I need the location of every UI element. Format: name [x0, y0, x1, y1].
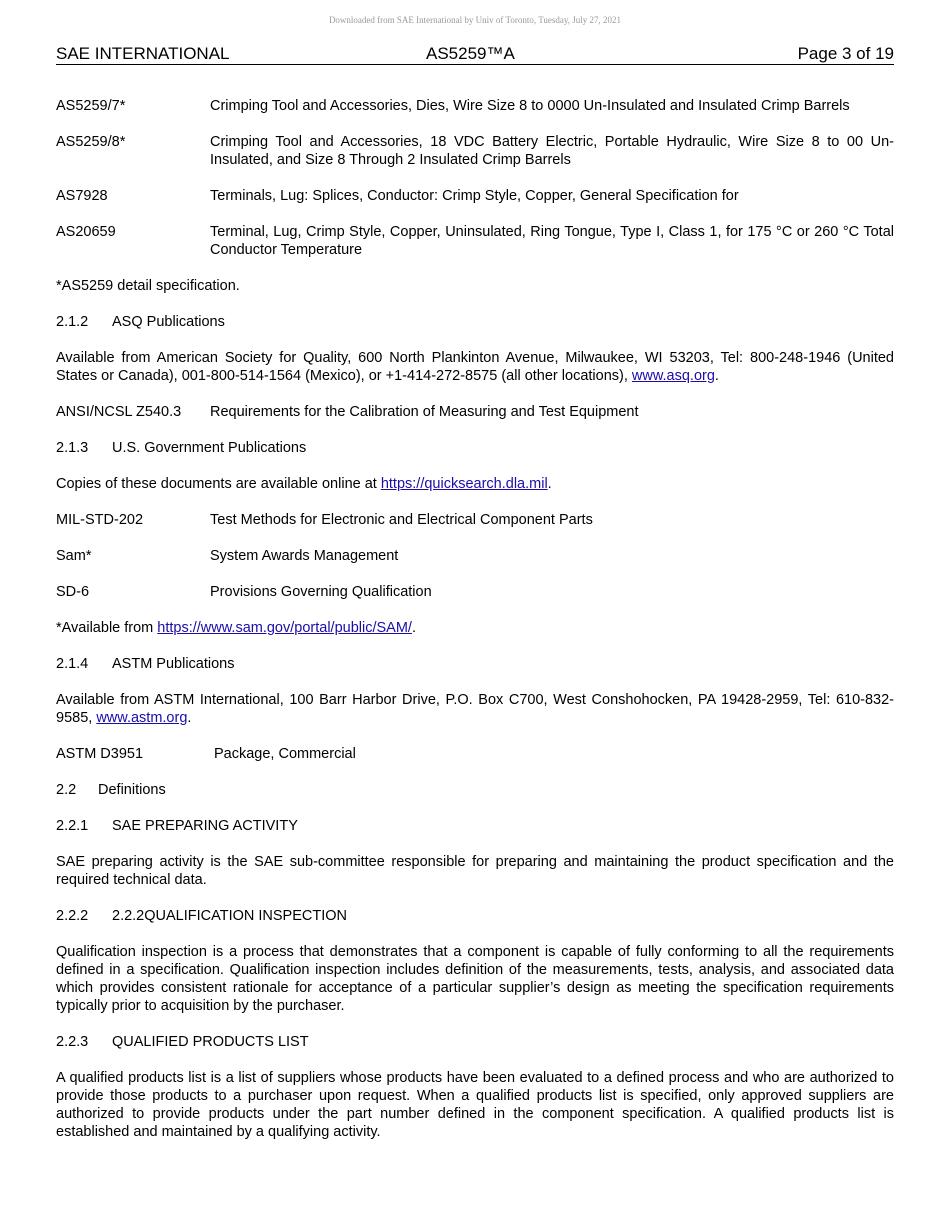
reference-code: AS5259/7*	[56, 98, 126, 114]
reference-title: Terminals, Lug: Splices, Conductor: Crimp Style, Copper, General Specification for	[210, 188, 739, 204]
section-heading-2-2	[56, 781, 894, 799]
section-heading-2-1-3	[56, 439, 894, 457]
section-heading-2-1-2	[56, 313, 894, 331]
reference-code: AS20659	[56, 224, 116, 240]
reference-code: SD-6	[56, 584, 90, 600]
reference-code: ANSI/NCSL Z540.3	[56, 404, 182, 420]
reference-entry	[56, 745, 894, 763]
section-heading-2-2-2	[56, 907, 894, 925]
section-title: Definitions	[98, 782, 166, 798]
qualification-inspection-text: Qualification inspection is a process that demonstrates that a component is capable of fully conforming to all the requirements defined in a specification. Qualification inspection includes definition of the measurements, tests, analysis, and associated data which provides consistent rationale for acceptance of a particular supplier’s design as meeting the specification requirements typically prior to acquisition by the purchaser.	[56, 944, 894, 1014]
asq-availability-text: Available from American Society for Quality, 600 North Plankinton Avenue, Milwaukee, WI 53203, Tel: 800-248-1946 (United States or Canada), 001-800-514-1564 (Mexico), or +1-414-272-8575 (all other locations),	[56, 350, 894, 384]
gov-footnote-text: *Available from	[56, 620, 158, 636]
page-header	[56, 44, 894, 65]
section-number: 2.1.4	[56, 656, 89, 672]
reference-entry	[56, 583, 894, 601]
gov-availability: Copies of these documents are available online at https://quicksearch.dla.mil.	[56, 476, 552, 492]
astm-link[interactable]: www.astm.org	[96, 710, 188, 726]
reference-title: Requirements for the Calibration of Measuring and Test Equipment	[210, 404, 639, 420]
reference-entry	[56, 223, 894, 259]
reference-title: Package, Commercial	[214, 746, 356, 762]
section-title: 2.2.2QUALIFICATION INSPECTION	[112, 908, 348, 924]
reference-entry	[56, 187, 894, 205]
section-number: 2.1.3	[56, 440, 89, 456]
header-organization: SAE INTERNATIONAL	[56, 44, 230, 63]
section-number: 2.2	[56, 782, 77, 798]
reference-entry	[56, 403, 894, 421]
download-watermark: Downloaded from SAE International by Univ of Toronto, Tuesday, July 27, 2021	[328, 15, 622, 25]
gov-availability-text: Copies of these documents are available online at	[56, 476, 381, 492]
reference-entry	[56, 547, 894, 565]
reference-code: MIL-STD-202	[56, 512, 144, 528]
document-body	[56, 97, 894, 1159]
reference-entry	[56, 133, 894, 169]
reference-code: AS5259/8*	[56, 134, 126, 150]
section-number: 2.2.3	[56, 1034, 89, 1050]
section-number: 2.2.1	[56, 818, 89, 834]
section-number: 2.2.2	[56, 908, 89, 924]
section-title: ASTM Publications	[112, 656, 235, 672]
qualified-products-list-text: A qualified products list is a list of suppliers whose products have been evaluated to a defined process and who are authorized to provide those products to a purchaser upon request. When a qualified products list is specified, only approved suppliers are authorized to provide products under the part number defined in the component specification. A qualified products list is established and maintained by a qualifying activity.	[56, 1070, 894, 1140]
reference-title: Crimping Tool and Accessories, Dies, Wire Size 8 to 0000 Un-Insulated and Insulated Crimp Barrels	[210, 98, 850, 114]
asq-link[interactable]: www.asq.org	[631, 368, 715, 384]
reference-code: Sam*	[56, 548, 92, 564]
gov-footnote: *Available from https://www.sam.gov/portal/public/SAM/.	[56, 620, 416, 636]
section-title: QUALIFIED PRODUCTS LIST	[112, 1034, 309, 1050]
sam-link[interactable]: https://www.sam.gov/portal/public/SAM/	[157, 620, 412, 636]
header-page-number: Page 3 of 19	[797, 44, 894, 63]
sae-preparing-activity-text: SAE preparing activity is the SAE sub-committee responsible for preparing and maintaining the product specification and the required technical data.	[56, 854, 894, 888]
section-number: 2.1.2	[56, 314, 89, 330]
reference-title: System Awards Management	[210, 548, 399, 564]
section-title: ASQ Publications	[112, 314, 225, 330]
asq-availability: Available from American Society for Quality, 600 North Plankinton Avenue, Milwaukee, WI 53203, Tel: 800-248-1946 (United States or Canada), 001-800-514-1564 (Mexico), or +1-414-272-8575 (all other locations), www.asq.org.	[56, 350, 894, 384]
astm-availability-text: Available from ASTM International, 100 Barr Harbor Drive, P.O. Box C700, West Conshohocken, PA 19428-2959, Tel: 610-832-9585,	[56, 692, 894, 726]
section-heading-2-1-4	[56, 655, 894, 673]
section-heading-2-2-1	[56, 817, 894, 835]
section-heading-2-2-3	[56, 1033, 894, 1051]
quicksearch-link[interactable]: https://quicksearch.dla.mil	[380, 476, 548, 492]
sae-footnote: *AS5259 detail specification.	[56, 278, 240, 294]
reference-title: Terminal, Lug, Crimp Style, Copper, Uninsulated, Ring Tongue, Type I, Class 1, for 175 °C or 260 °C Total Conductor Temperature	[210, 224, 894, 258]
reference-code: ASTM D3951	[56, 746, 144, 762]
section-title: SAE PREPARING ACTIVITY	[112, 818, 298, 834]
reference-code: AS7928	[56, 188, 108, 204]
section-title: U.S. Government Publications	[112, 440, 307, 456]
astm-availability: Available from ASTM International, 100 Barr Harbor Drive, P.O. Box C700, West Conshohocken, PA 19428-2959, Tel: 610-832-9585, www.astm.org.	[56, 692, 894, 726]
reference-entry	[56, 97, 894, 115]
header-document-number: AS5259™A	[426, 44, 515, 63]
reference-title: Test Methods for Electronic and Electrical Component Parts	[210, 512, 593, 528]
reference-entry	[56, 511, 894, 529]
reference-title: Crimping Tool and Accessories, 18 VDC Battery Electric, Portable Hydraulic, Wire Size 8 to 00 Un-Insulated, and Size 8 Through 2 Insulated Crimp Barrels	[210, 134, 894, 168]
reference-title: Provisions Governing Qualification	[210, 584, 432, 600]
